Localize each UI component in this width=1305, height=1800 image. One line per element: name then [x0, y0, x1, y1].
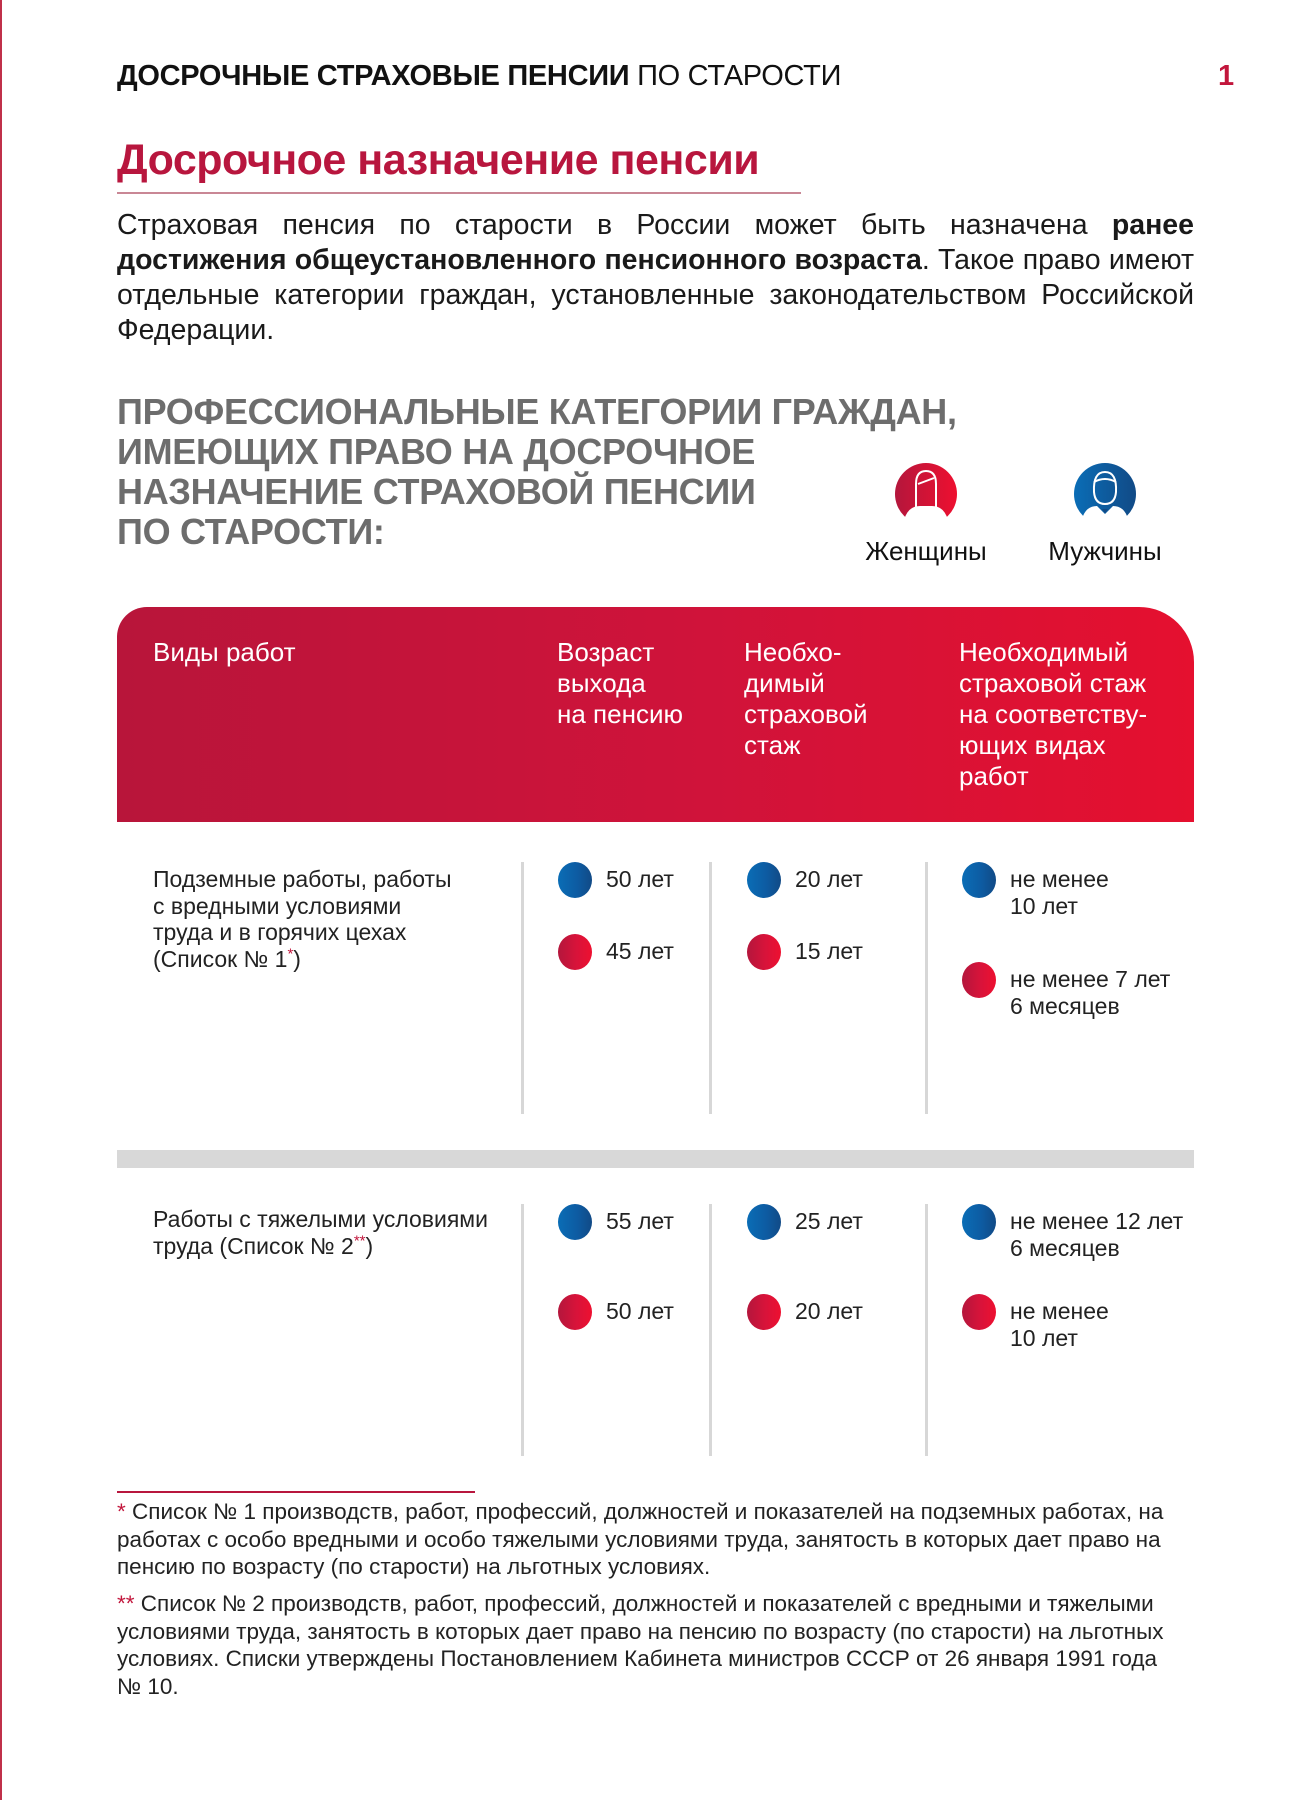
header-line: димый [744, 668, 825, 698]
women-dot-icon [558, 934, 592, 970]
value-line: 10 лет [1010, 1325, 1078, 1351]
insurance-women-entry [747, 1294, 863, 1330]
special-men-value [1010, 862, 1109, 920]
value-line: 6 месяцев [1010, 1235, 1120, 1261]
header-line: выхода [557, 668, 646, 698]
section-heading-line: ПРОФЕССИОНАЛЬНЫЕ КАТЕГОРИИ ГРАЖДАН, [117, 391, 957, 432]
special-women-entry [962, 1294, 1109, 1352]
footnote-rule [117, 1491, 475, 1493]
work-type-cell [153, 866, 493, 972]
women-dot-icon [747, 1294, 781, 1330]
footnote-2 [117, 1590, 1187, 1700]
men-dot-icon [747, 862, 781, 898]
table-row [117, 862, 1194, 1114]
work-type-line [153, 1233, 493, 1260]
age-men-value: 55 лет [606, 1208, 674, 1234]
footnote-1 [117, 1498, 1187, 1581]
age-men-value: 50 лет [606, 866, 674, 892]
header-line: на пенсию [557, 699, 683, 729]
special-men-entry [962, 1204, 1183, 1262]
list-reference: (Список № 1 [153, 945, 288, 972]
column-header-retirement-age [557, 637, 683, 730]
age-women-value: 45 лет [606, 938, 674, 964]
column-divider [521, 1204, 524, 1456]
men-dot-icon [558, 862, 592, 898]
footnote-mark: * [117, 1499, 126, 1524]
row-separator [117, 1150, 1194, 1168]
footnote-mark[interactable]: ** [353, 1231, 366, 1249]
header-line: на соответству- [959, 699, 1148, 729]
footnote-mark[interactable]: * [287, 944, 294, 962]
legend-men [1035, 462, 1175, 567]
man-avatar-icon [1073, 462, 1137, 526]
footnote-mark: ** [117, 1591, 135, 1616]
age-women-value: 50 лет [606, 1298, 674, 1324]
column-divider [709, 1204, 712, 1456]
age-women-entry [558, 934, 674, 970]
woman-avatar-icon [894, 462, 958, 526]
running-head-regular: ПО СТАРОСТИ [637, 60, 842, 92]
header-line: ющих видах [959, 730, 1106, 760]
section-heading-line: НАЗНАЧЕНИЕ СТРАХОВОЙ ПЕНСИИ [117, 471, 756, 512]
women-dot-icon [962, 1294, 996, 1330]
title-underline [117, 192, 801, 194]
legend-women-label: Женщины [865, 536, 987, 566]
footnote-text: Список № 1 производств, работ, профессий, должностей и показателей на подземных работах, на работах с особо вредными и особо тяжелыми условиями труда, занятость в которых дает право на пенсию по возрасту (по старости) на льготных условиях. [117, 1499, 1164, 1579]
running-head [117, 60, 841, 93]
value-line: не менее [1010, 1298, 1109, 1324]
section-heading-line: ИМЕЮЩИХ ПРАВО НА ДОСРОЧНОЕ [117, 431, 756, 472]
header-line: работ [959, 761, 1029, 791]
special-men-entry [962, 862, 1109, 920]
women-dot-icon [962, 962, 996, 998]
header-line: страховой стаж [959, 668, 1147, 698]
work-type-line [153, 946, 493, 973]
table-row [117, 1204, 1194, 1456]
work-type-line: Подземные работы, работы [153, 866, 452, 892]
men-dot-icon [962, 1204, 996, 1240]
intro-bold: ранее достижения общеустановленного пенсионного возраста [117, 209, 1194, 276]
column-header-work-type [153, 637, 296, 668]
list-reference-close: ) [365, 1232, 374, 1259]
footnote-text: Список № 2 производств, работ, профессий, должностей и показателей с вредными и тяжелыми условиями труда, занятость в которых дает право на пенсию по возрасту (по старости) на льготных условиях. Списки утверждены Постановлением Кабинета министров СССР от 26 января 1991 года № 10. [117, 1591, 1164, 1699]
page-number: 1 [1218, 60, 1235, 92]
header-line: Необходимый [959, 637, 1129, 667]
intro-text-1: Страховая пенсия по старости в России может быть назначена [117, 209, 1112, 241]
list-reference-close: ) [293, 945, 301, 972]
section-heading [117, 392, 977, 552]
women-dot-icon [558, 1294, 592, 1330]
intro-paragraph [117, 208, 1194, 348]
men-dot-icon [558, 1204, 592, 1240]
men-dot-icon [962, 862, 996, 898]
legend-men-label: Мужчины [1048, 536, 1162, 566]
work-type-cell [153, 1206, 493, 1259]
running-head-bold: ДОСРОЧНЫЕ СТРАХОВЫЕ ПЕНСИИ [117, 60, 630, 92]
age-women-entry [558, 1294, 674, 1330]
value-line: не менее 12 лет [1010, 1208, 1184, 1234]
insurance-men-value: 20 лет [795, 866, 863, 892]
value-line: 10 лет [1010, 893, 1078, 919]
list-reference: труда (Список № 2 [153, 1232, 354, 1259]
intro-text-2: . Такое право имеют отдельные категории граждан, установленные законодательством Российской Федерации. [117, 244, 1194, 346]
value-line: 6 месяцев [1010, 993, 1120, 1019]
special-women-entry [962, 962, 1170, 1020]
column-divider [925, 1204, 928, 1456]
table-header [117, 607, 1194, 822]
column-divider [709, 862, 712, 1114]
special-men-value [1010, 1204, 1183, 1262]
work-type-line: Работы с тяжелыми условиями [153, 1206, 488, 1232]
insurance-women-value: 20 лет [795, 1298, 863, 1324]
section-heading-line: ПО СТАРОСТИ: [117, 511, 385, 552]
age-men-entry [558, 1204, 674, 1240]
column-divider [521, 862, 524, 1114]
insurance-women-entry [747, 934, 863, 970]
header-line: стаж [744, 730, 801, 760]
header-line: Виды работ [153, 637, 296, 667]
value-line: не менее [1010, 866, 1109, 892]
value-line: не менее 7 лет [1010, 966, 1171, 992]
work-type-line: с вредными условиями [153, 892, 402, 919]
header-line: Необхо- [744, 637, 842, 667]
insurance-men-entry [747, 1204, 863, 1240]
special-women-value [1010, 962, 1170, 1020]
insurance-men-entry [747, 862, 863, 898]
work-type-line: труда и в горячих цехах [153, 919, 407, 945]
special-women-value [1010, 1294, 1109, 1352]
header-line: страховой [744, 699, 868, 729]
age-men-entry [558, 862, 674, 898]
women-dot-icon [747, 934, 781, 970]
page-edge-line [0, 0, 2, 1800]
insurance-women-value: 15 лет [795, 938, 863, 964]
column-header-special-record [959, 637, 1147, 792]
column-divider [925, 862, 928, 1114]
men-dot-icon [747, 1204, 781, 1240]
legend-women [856, 462, 996, 567]
header-line: Возраст [557, 637, 655, 667]
page-title: Досрочное назначение пенсии [117, 136, 760, 184]
column-header-insurance-record [744, 637, 868, 761]
insurance-men-value: 25 лет [795, 1208, 863, 1234]
